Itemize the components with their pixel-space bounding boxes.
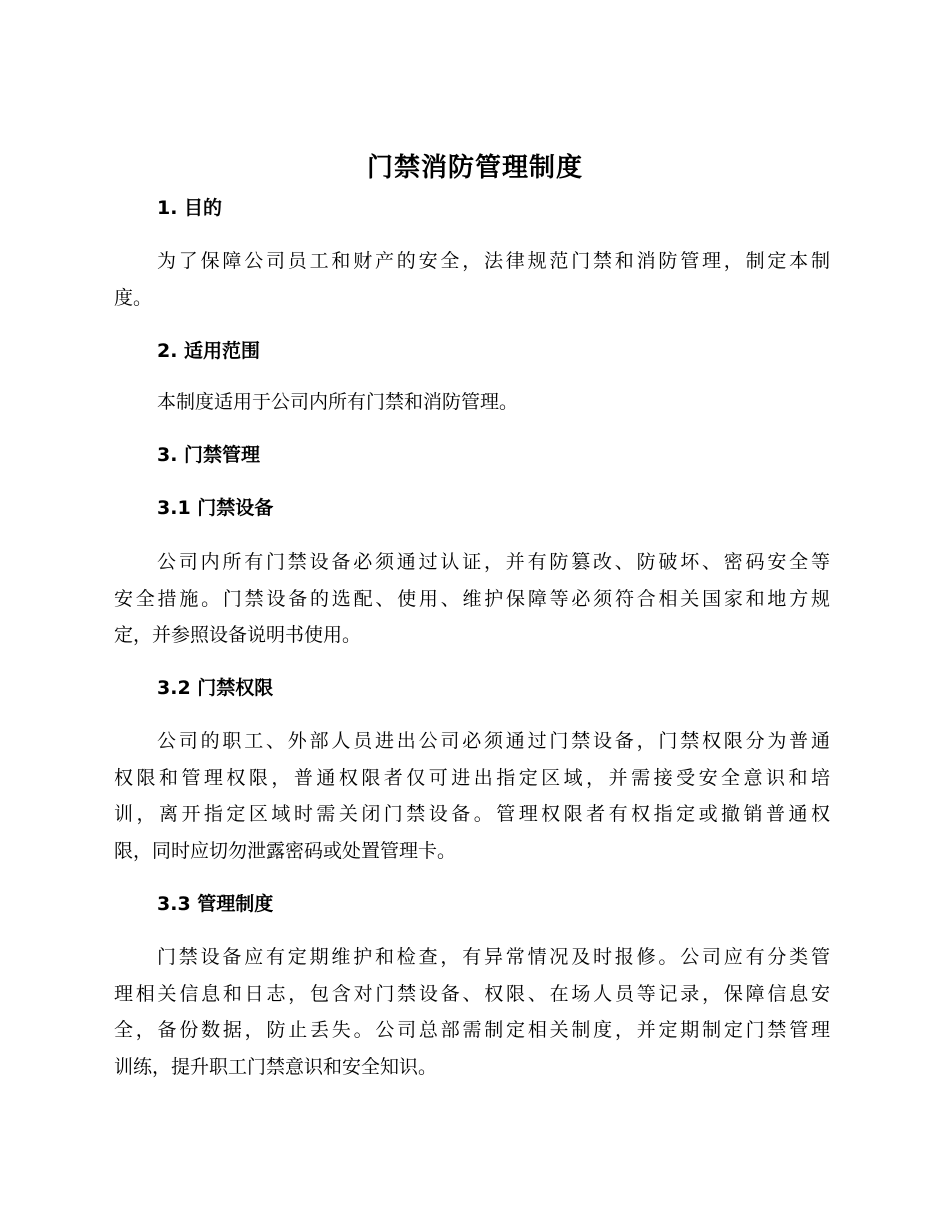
paragraph-line: 度。: [114, 286, 153, 309]
paragraph-line: 训，离开指定区域时需关闭门禁设备。管理权限者有权指定或撤销普通权: [114, 803, 830, 825]
paragraph-line: 训练，提升职工门禁意识和安全知识。: [114, 1055, 438, 1078]
section-body-access-devices: [114, 544, 830, 654]
paragraph-line: 为了保障公司员工和财产的安全，法律规范门禁和消防管理，制定本制: [157, 250, 830, 272]
section-heading-purpose: 1. 目的: [157, 197, 223, 219]
section-heading-access-control: 3. 门禁管理: [157, 444, 261, 466]
paragraph-line: 公司的职工、外部人员进出公司必须通过门禁设备，门禁权限分为普通: [157, 730, 830, 752]
paragraph-line: 限，同时应切勿泄露密码或处置管理卡。: [114, 839, 457, 862]
section-body-access-permissions: [114, 723, 830, 869]
paragraph-line: 定，并参照设备说明书使用。: [114, 624, 362, 646]
section-heading-scope: 2. 适用范围: [157, 340, 261, 362]
paragraph-line: 理相关信息和日志，包含对门禁设备、权限、在场人员等记录，保障信息安: [114, 982, 830, 1005]
paragraph-line: 全，备份数据，防止丢失。公司总部需制定相关制度，并定期制定门禁管理: [114, 1019, 830, 1041]
section-heading-access-devices: 3.1 门禁设备: [157, 497, 274, 519]
section-heading-access-permissions: 3.2 门禁权限: [157, 677, 274, 699]
section-body-management-rules: [114, 939, 830, 1085]
paragraph-line: 门禁设备应有定期维护和检查，有异常情况及时报修。公司应有分类管: [157, 946, 830, 968]
paragraph-line: 权限和管理权限，普通权限者仅可进出指定区域，并需接受安全意识和培: [114, 766, 830, 789]
paragraph-line: 本制度适用于公司内所有门禁和消防管理。: [157, 391, 519, 413]
paragraph-line: 公司内所有门禁设备必须通过认证，并有防篡改、防破坏、密码安全等: [157, 551, 830, 573]
document-title: 门禁消防管理制度: [366, 153, 583, 183]
section-body-purpose: [114, 243, 830, 316]
section-body-scope: [114, 384, 830, 421]
paragraph-line: 安全措施。门禁设备的选配、使用、维护保障等必须符合相关国家和地方规: [114, 587, 830, 610]
section-heading-management-rules: 3.3 管理制度: [157, 893, 274, 915]
